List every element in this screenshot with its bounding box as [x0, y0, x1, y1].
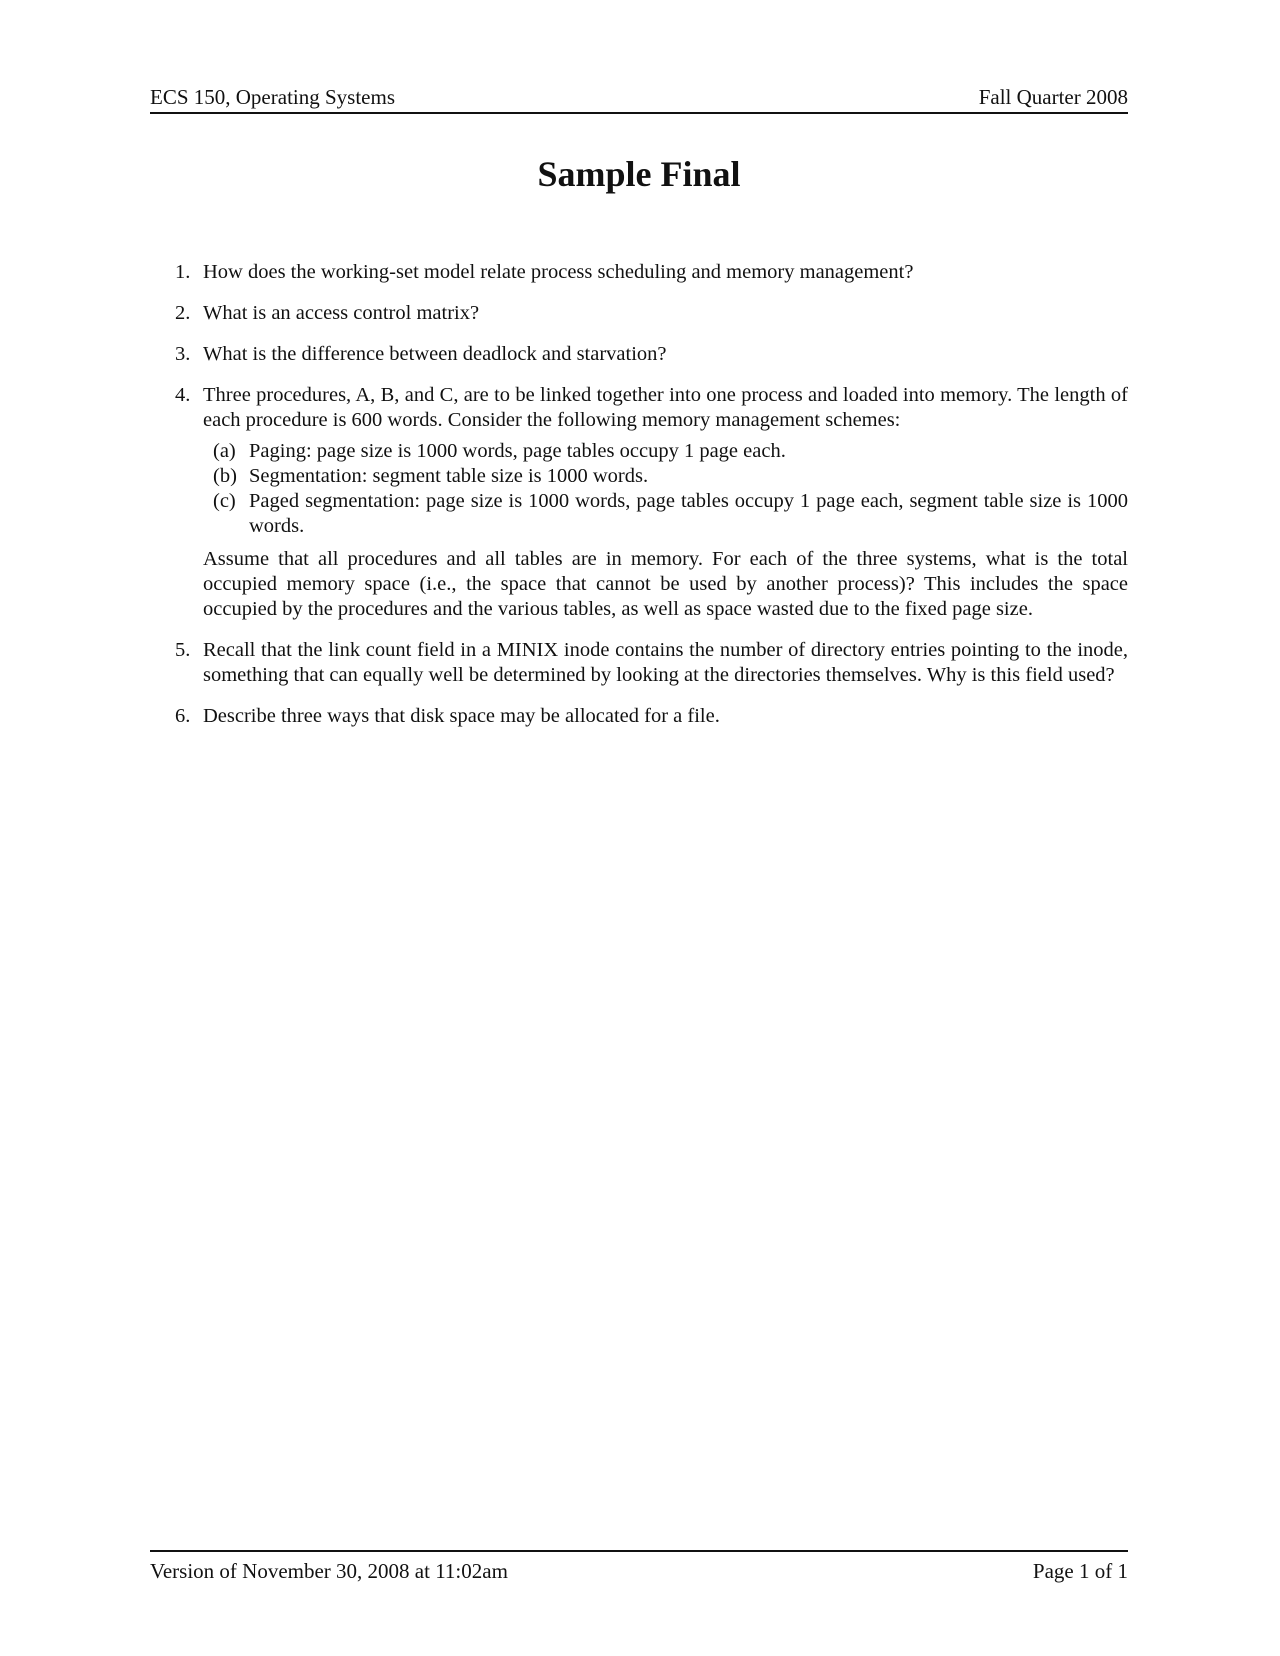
question-number: 2.: [175, 302, 191, 324]
question-list: [150, 260, 1128, 745]
question-text: Recall that the link count field in a MINIX inode contains the number of directory entries pointing to the inode, something that can equally well be determined by looking at the directories themselves. Why is this field used?: [203, 639, 1128, 686]
page-footer: [150, 1550, 1128, 1586]
scheme-text: Paged segmentation: page size is 1000 words, page tables occupy 1 page each, segment table size is 1000 words.: [249, 490, 1128, 537]
page-title: Sample Final: [537, 154, 741, 194]
question-text: What is the difference between deadlock and starvation?: [203, 343, 667, 365]
question-number: 4.: [175, 384, 191, 406]
scheme-text: Segmentation: segment table size is 1000 words.: [249, 465, 649, 487]
question-item: [150, 704, 1128, 729]
question-text: What is an access control matrix?: [203, 302, 480, 324]
scheme-letter: (c): [213, 490, 236, 512]
question-number: 6.: [175, 705, 191, 727]
page-header: [150, 82, 1128, 114]
term-label: Fall Quarter 2008: [978, 85, 1128, 109]
question-text: How does the working-set model relate process scheduling and memory management?: [203, 261, 914, 283]
scheme-letter: (b): [213, 465, 237, 487]
question-item: [150, 342, 1128, 367]
scheme-item: [203, 439, 1128, 464]
question-text: Three procedures, A, B, and C, are to be linked together into one process and loaded into memory. The length of each procedure is 600 words. Consider the following memory management schemes:: [203, 384, 1128, 431]
scheme-list: [203, 439, 1128, 539]
scheme-letter: (a): [213, 440, 236, 462]
question-text: Describe three ways that disk space may be allocated for a file.: [203, 705, 720, 727]
question-item: [150, 301, 1128, 326]
question-item: [150, 260, 1128, 285]
question-item: [150, 638, 1128, 688]
scheme-text: Paging: page size is 1000 words, page tables occupy 1 page each.: [249, 440, 786, 462]
question-number: 1.: [175, 261, 191, 283]
question-item: [150, 383, 1128, 622]
question-number: 5.: [175, 639, 191, 661]
course-name: ECS 150, Operating Systems: [150, 85, 395, 109]
scheme-item: [203, 489, 1128, 539]
version-label: Version of November 30, 2008 at 11:02am: [150, 1559, 508, 1583]
question-number: 3.: [175, 343, 191, 365]
page-number: Page 1 of 1: [1032, 1559, 1128, 1583]
question-followup: Assume that all procedures and all tables are in memory. For each of the three systems, what is the total occupied memory space (i.e., the space that cannot be used by another process)? This includes the space occupied by the procedures and the various tables, as well as space wasted due to the fixed page size.: [203, 548, 1128, 620]
scheme-item: [203, 464, 1128, 489]
